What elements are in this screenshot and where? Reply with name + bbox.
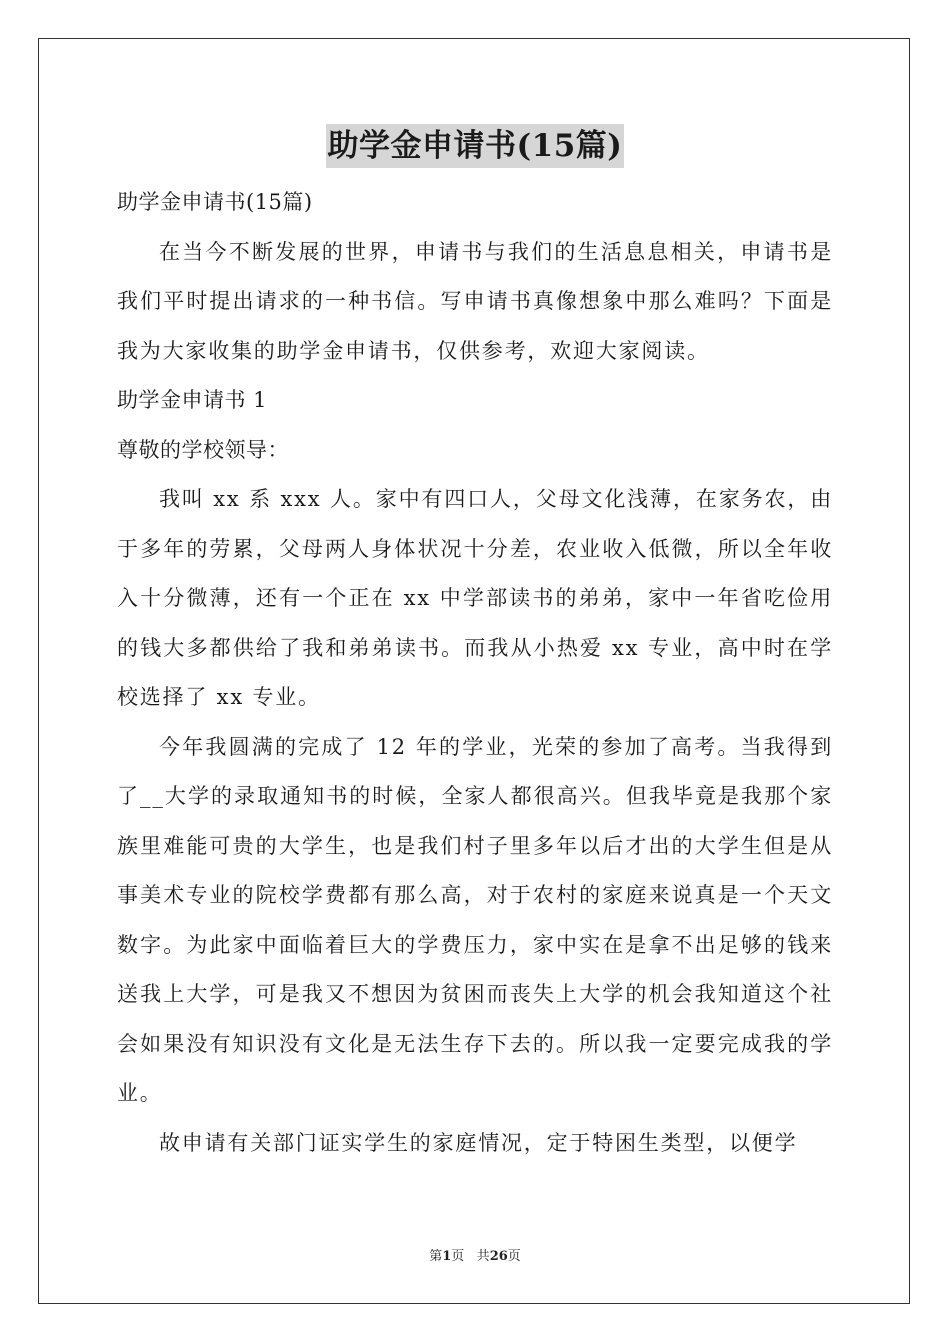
body-paragraph-1: 我叫 xx 系 xxx 人。家中有四口人，父母文化浅薄，在家务农，由于多年的劳累，父母两人身体状况十分差，农业收入低微，所以全年收入十分微薄，还有一个正在 xx 中学部读书的弟弟，家中一年省吃俭用的钱大多都供给了我和弟弟读书。而我从小热爱 xx 专业，高中时在学校选择了 xx 专业。 [117, 487, 833, 709]
document-body [117, 178, 833, 1168]
current-page-number: 1 [442, 1249, 452, 1264]
total-pages-number: 26 [489, 1249, 508, 1264]
title-container [0, 124, 950, 168]
document-title: 助学金申请书(15篇) [326, 124, 625, 168]
page-suffix: 页 [451, 1249, 465, 1264]
document-subtitle: 助学金申请书(15篇) [117, 190, 313, 214]
intro-paragraph: 在当今不断发展的世界，申请书与我们的生活息息相关，申请书是我们平时提出请求的一种书信。写申请书真像想象中那么难吗？下面是我为大家收集的助学金申请书，仅供参考，欢迎大家阅读。 [117, 239, 833, 363]
total-suffix: 页 [507, 1249, 521, 1264]
section-heading: 助学金申请书 1 [117, 388, 268, 412]
salutation: 尊敬的学校领导： [117, 437, 289, 462]
body-paragraph-2: 今年我圆满的完成了 12 年的学业，光荣的参加了高考。当我得到了__大学的录取通知书的时候，全家人都很高兴。但我毕竟是我那个家族里难能可贵的大学生，也是我们村子里多年以后才出的大学生但是从事美术专业的院校学费都有那么高，对于农村的家庭来说真是一个天文数字。为此家中面临着巨大的学费压力，家中实在是拿不出足够的钱来送我上大学，可是我又不想因为贫困而丧失上大学的机会我知道这个社会如果没有知识没有文化是无法生存下去的。所以我一定要完成我的学业。 [117, 734, 833, 1105]
total-prefix: 共 [476, 1249, 490, 1264]
body-paragraph-3: 故申请有关部门证实学生的家庭情况，定于特困生类型，以便学 [159, 1130, 798, 1155]
page-prefix: 第 [429, 1249, 443, 1264]
page-footer [0, 1245, 950, 1264]
